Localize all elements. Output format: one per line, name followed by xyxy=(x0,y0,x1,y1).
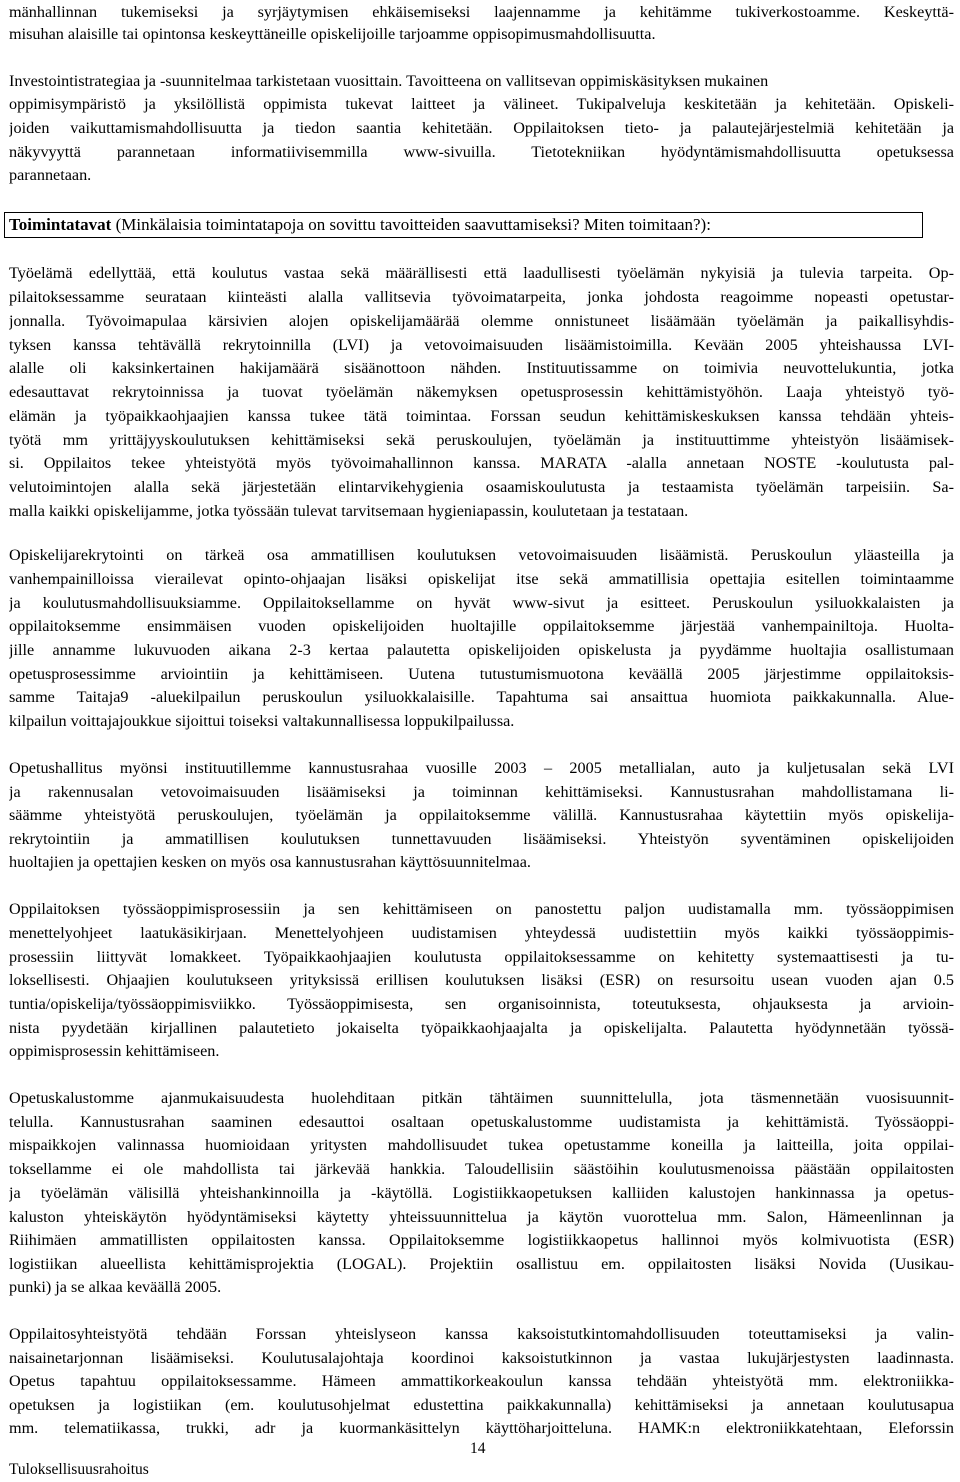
text-line: menettelyohjeet laatukäsikirjaan. Menettelyohjeen uudistamisen yhteydessä uudistettiin myös kaikki työssäoppimis- xyxy=(9,924,954,942)
text-line: parannetaan. xyxy=(9,166,92,184)
text-line: samme Taitaja9 -aluekilpailun peruskoulun ysiluokkalaisille. Tapahtuma sai ansaittua huomiota paikkakunnalla. Aluе- xyxy=(9,688,954,706)
text-line: Opetushallitus myönsi instituutillemme kannustusrahaa vuosille 2003 – 2005 metallialan, auto ja kuljetusalan sekä LVI xyxy=(9,759,954,777)
text-line: misuhan alaisille tai opintonsa keskeyttäneille opiskelijoille tarjoamme oppisopimusmahdollisuutta. xyxy=(9,25,656,43)
text-line: joiden vaikuttamismahdollisuutta ja tiedon saantia kehitetään. Oppilaitoksen tieto- ja palautejärjestelmiä kehitetään ja xyxy=(9,119,954,137)
text-line: oppilaitoksemme ensimmäisen vuoden opiskelijoiden huoltajille oppilaitoksemme järjestää vanhempainiltoja. Huolta- xyxy=(9,617,954,635)
text-line: Työelämä edellyttää, että koulutus vastaa sekä määrällisesti että laadullisesti työelämän nykyisiä ja tulevia tarpeita. Op- xyxy=(9,264,954,282)
section-heading xyxy=(9,214,919,236)
text-line: mänhallinnan tukemiseksi ja syrjäytymisen ehkäisemiseksi laajennamme ja kehitämme tukiverkostoamme. Keskeyttä- xyxy=(9,3,954,21)
text-line: Oppilaitoksen työssäoppimisprosessiin ja sen kehittämiseen on panostettu paljon uudistamalla mm. työssäoppimisen xyxy=(9,900,954,918)
text-line: säämme yhteistyötä peruskoulujen, työelämän ja oppilaitoksemme välillä. Kannustusrahaa käytettiin myös opiskelija- xyxy=(9,806,954,824)
text-line: opetuksen ja logistiikan (em. koulutusohjelmat edustettina paikkakunnalla) kehittämiseksi ja annetaan koulutusapua xyxy=(9,1396,954,1414)
text-line: vanhempainilloissa vierailevat opinto-ohjaajan lisäksi opiskelijat itse sekä ammatillisia opettajia esitellen toimintaamme xyxy=(9,570,954,588)
text-line: oppimisprosessin kehittämiseen. xyxy=(9,1042,220,1060)
text-line: jille annamme lukuvuoden aikana 2-3 kertaa palautetta opiskelijoiden opiskelusta ja pyydämme huoltajia osallistumaan xyxy=(9,641,954,659)
text-line: telulla. Kannustusrahan saaminen edesauttoi osaltaan opetuskalustomme uudistamista ja kehittämistä. Työssäoppi- xyxy=(9,1113,954,1131)
text-line: elämän ja työpaikkaohjaajien kanssa tukee tätä toimintaa. Forssan seudun kehittämiskeskuksen kanssa tehdään yhteis- xyxy=(9,407,954,425)
text-line: toksellamme ei ole mahdollista tai järkevää hankkia. Taloudellisiin säästöihin koulutusmenoissa päästään oppilaitosten xyxy=(9,1160,954,1178)
text-line: naisainetarjonnan lisäämiseksi. Koulutusalajohtaja koordinoi kaksoistutkinnon ja vastaa lukujärjestysten laadinnasta. xyxy=(9,1349,954,1367)
text-line: työtä mm yrittäjyyskoulutuksen kehittämiseksi sekä peruskoulujen, työelämän ja instituuttimme yhteistyön lisäämisek- xyxy=(9,431,954,449)
text-line: Opetuskalustomme ajanmukaisuudesta huolehditaan pitkän tähtäimen suunnittelulla, jota täsmennetään vuosisuunnit- xyxy=(9,1089,954,1107)
text-line: Opiskelijarekrytointi on tärkeä osa ammatillisen koulutuksen vetovoimaisuuden lisäämistä. Peruskoulun yläasteilla ja xyxy=(9,546,954,564)
text-line: huoltajien ja opettajien kesken on myös osa kannustusrahan käyttösuunnitelmaa. xyxy=(9,853,531,871)
text-line: edesauttavat rekrytoinnissa ja tuovat työelämän näkemyksen opetusprosessin kehittämistyöhön. Laaja yhteistyö työ- xyxy=(9,383,954,401)
page-number: 14 xyxy=(470,1440,486,1457)
text-line: Investointistrategiaa ja -suunnitelmaa tarkistetaan vuosittain. Tavoitteena on vallitsevan oppimiskäsityksen mukainen xyxy=(9,72,769,90)
text-line: kilpailun voittajajoukkue sijoittui toiseksi valtakunnallisessa loppukilpailussa. xyxy=(9,712,515,730)
text-line: ja työelämän välisillä yhteishankinnoilla ja -käytöllä. Logistiikkaopetuksen kalliiden kalustojen hankinnassa ja opetus- xyxy=(9,1184,954,1202)
text-line: tuntia/opiskelija/työssäoppimisviikko. Työssäoppimisesta, sen organisoinnista, toteutuksesta, ohjauksesta ja arvioin- xyxy=(9,995,954,1013)
text-line: mispaikkojen valinnassa huomioidaan yritysten mahdollisuudet tukea opetustamme koneilla ja laitteilla, joita oppilai- xyxy=(9,1136,954,1154)
text-line: Oppilaitosyhteistyötä tehdään Forssan yhteislyseon kanssa kaksoistutkintomahdollisuuden toteuttamiseksi ja valin- xyxy=(9,1325,954,1343)
text-line: kaluston yhteiskäytön hyödyntämiseksi käytetty yhteissuunnittelua ja käytön vuorottelua mm. Salon, Hämeenlinnan ja xyxy=(9,1208,954,1226)
section-heading-title: Toimintatavat xyxy=(9,215,112,234)
text-line: prosessiin liittyvät lomakkeet. Työpaikkaohjaajien koulutusta oppilaitoksessamme on kehitetty systemaattisesti ja tu- xyxy=(9,948,954,966)
text-line: logistiikan alueellista kehittämisprojektia (LOGAL). Projektiin osallistuu em. oppilaitosten lisäksi Novida (Uusikau- xyxy=(9,1255,954,1273)
text-line: opetusprosessimme arviointiin ja kehittämiseen. Uutena tutustumismuotona keväällä 2005 järjestimme oppilaitoksis- xyxy=(9,665,954,683)
text-line: Riihimäen ammatillisten oppilaitosten kanssa. Oppilaitoksemme logistiikkaopetus hallinnoi myös kolmivuotista (ESR) xyxy=(9,1231,954,1249)
text-line: nista pyydetään kirjallinen palautetieto jokaiselta työpaikkaohjaajalta ja opiskelijalta. Palautetta hyödynnetään työssä- xyxy=(9,1019,954,1037)
text-line: loksellisesti. Ohjaajien koulutukseen yrityksissä erillisen koulutuksen lisäksi (ESR) on resursoitu usean vuoden ajan 0.5 xyxy=(9,971,954,989)
text-line: punki) ja se alkaa keväällä 2005. xyxy=(9,1278,222,1296)
section-heading-question: (Minkälaisia toimintatapoja on sovittu tavoitteiden saavuttamiseksi? Miten toimitaan?): xyxy=(111,215,711,234)
text-line: jonnalla. Työvoimapulaa kärsivien alojen opiskelijamäärää olemme onnistuneet lisäämään työelämän ja paikallisyhdis- xyxy=(9,312,954,330)
footer-title: Tuloksellisuusrahoitus xyxy=(9,1461,149,1478)
text-line: oppimisympäristö ja yksilöllistä oppimista tukevat laitteet ja välineet. Tukipalveluja keskitetään ja kehitetään. Opiskeli- xyxy=(9,95,954,113)
text-line: mm. telematiikassa, trukki, adr ja kuormankäsittelyn käyttöharjoitteluna. HAMK:n elektroniikkatehtaan, Eleforssin xyxy=(9,1419,954,1437)
text-line: näkyvyyttä parannetaan informatiivisemmilla www-sivuilla. Tietotekniikan hyödyntämismahdollisuutta opetuksessa xyxy=(9,143,954,161)
text-line: ja rakennusalan vetovoimaisuuden lisäämiseksi ja toiminnan kehittämiseksi. Kannustusrahan mahdollistamana li- xyxy=(9,783,954,801)
text-line: velutoimintojen alalla sekä järjestetään elintarvikehygienia osaamiskoulutusta ja testaamista työelämän tarpeisiin. Sa- xyxy=(9,478,954,496)
text-line: ja koulutusmahdollisuuksiamme. Oppilaitoksellamme on hyvät www-sivut ja esitteet. Peruskoulun ysiluokkalaisten ja xyxy=(9,594,954,612)
text-line: alalle oli kaksinkertainen hakijamäärä sisäänottoon nähden. Instituutissamme on toimivia neuvottelukuntia, jotka xyxy=(9,359,954,377)
text-line: tyksen kanssa tehtävällä rekrytoinnilla (LVI) ja vetovoimaisuuden lisäämistoimilla. Kevään 2005 yhteishaussa LVI- xyxy=(9,336,954,354)
text-line: rekrytointiin ja ammatillisen koulutuksen tunnettavuuden lisäämiseksi. Yhteistyön syventäminen opiskelijoiden xyxy=(9,830,954,848)
text-line: si. Oppilaitos tekee yhteistyötä myös työvoimahallinnon kanssa. MARATA -alalla annetaan NOSTE -koulutusta pal- xyxy=(9,454,954,472)
text-line: pilaitoksessamme seurataan kiinteästi alalla vallitsevia työvoimatarpeita, jonka johdosta reagoimme nopeasti opetustar- xyxy=(9,288,954,306)
text-line: Opetus tapahtuu oppilaitoksessamme. Hämeen ammattikorkeakoulun kanssa tehdään yhteistyötä mm. elektroniikka- xyxy=(9,1372,954,1390)
text-line: malla kaikki opiskelijamme, jotka työssään tulevat tarvitsemaan hygieniapassin, koulutetaan ja testataan. xyxy=(9,502,689,520)
